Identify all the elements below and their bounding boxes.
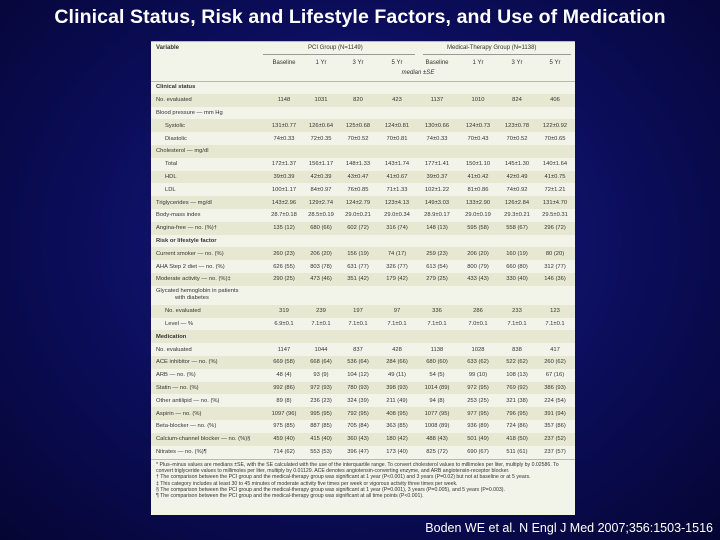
table-cell: 125±0.68 [345,122,371,129]
table-cell: 995 (95) [310,410,332,417]
table-row [151,247,575,260]
row-label: HDL [165,173,177,180]
table-cell: 669 (58) [273,359,295,366]
row-label: Level — % [165,320,194,327]
row-label: Diastolic [165,135,187,142]
table-cell: 140±1.64 [542,161,568,168]
table-cell: 360 (43) [347,436,369,443]
table-cell: 319 [279,308,289,315]
table-cell: 415 (40) [310,436,332,443]
table-cell: 1097 (96) [271,410,297,417]
table-cell: 423 [392,97,402,104]
row-label: AHA Step 2 diet — no. (%) [156,263,225,270]
table-cell: 977 (95) [467,410,489,417]
table-cell: 1077 (95) [424,410,450,417]
table-cell: 80 (20) [545,250,565,257]
table-cell: 824 [512,97,522,104]
table-row [151,273,575,286]
table-cell: 133±2.90 [465,199,491,206]
table-cell: 631 (77) [347,263,369,270]
table-cell: 129±2.74 [308,199,334,206]
table-cell: 149±3.03 [424,199,450,206]
table-row [151,356,575,369]
table-cell: 197 [353,308,363,315]
table-row [151,107,575,120]
table-cell: 179 (42) [386,276,408,283]
table-cell: 102±1.22 [424,186,450,193]
table-cell: 825 (72) [426,448,448,455]
table-cell: 72±0.35 [310,135,332,142]
table-cell: 286 [473,308,483,315]
table-cell: 1138 [430,346,444,353]
table-cell: 74 (17) [387,250,407,257]
table-cell: 803 (78) [310,263,332,270]
row-label: Glycated hemoglobin in patients [156,287,239,294]
table-cell: 94 (8) [429,397,445,404]
table-cell: 595 (58) [467,225,489,232]
table-cell: 418 (50) [506,436,528,443]
table-cell: 130±0.66 [424,122,450,129]
row-label: Systolic [165,122,185,129]
table-cell: 160 (19) [506,250,528,257]
pci-group-rule [263,54,415,55]
table-cell: 330 (40) [506,276,528,283]
table-cell: 253 (25) [467,397,489,404]
table-cell: 70±0.65 [544,135,566,142]
table-cell: 511 (61) [506,448,528,455]
table-cell: 74±0.33 [273,135,295,142]
table-row [151,343,575,356]
table-cell: 177±1.41 [424,161,450,168]
table-cell: 150±1.10 [465,161,491,168]
table-cell: 28.9±0.17 [424,212,450,219]
table-cell: 124±0.73 [465,122,491,129]
table-cell: 769 (92) [506,384,528,391]
row-label: ACE inhibitor — no. (%) [156,359,218,366]
row-label: Other antilipid — no. (%) [156,397,220,404]
footnote: † The comparison between the PCI group and the medical-therapy group was significant at 1 year (P<0.001) and 3 years (P=0.02) but not at baseline or at 5 years. [156,474,531,481]
table-cell: 81±0.86 [467,186,489,193]
table-row [151,158,575,171]
table-cell: 7.1±0.1 [427,320,447,327]
table-cell: 100±1.17 [271,186,297,193]
table-row [151,94,575,107]
table-cell: 7.1±0.1 [348,320,368,327]
table-cell: 123±0.78 [504,122,530,129]
table-cell: 391 (94) [544,410,566,417]
table-cell: 7.1±0.1 [545,320,565,327]
table-cell: 28.5±0.19 [308,212,334,219]
table-cell: 1137 [430,97,444,104]
row-label: Beta-blocker — no. (%) [156,423,217,430]
table-cell: 49 (11) [388,372,406,379]
table-cell: 54 (5) [429,372,445,379]
table-cell: 224 (54) [544,397,566,404]
table-cell: 1008 (89) [424,423,450,430]
row-label: Body-mass index [156,212,201,219]
table-row [151,132,575,145]
table-cell: 408 (95) [386,410,408,417]
table-cell: 800 (79) [467,263,489,270]
table-cell: 74±0.33 [426,135,448,142]
table-cell: 237 (57) [544,448,566,455]
med-group-header: Medical-Therapy Group (N=1138) [447,45,537,51]
table-cell: 501 (49) [467,436,489,443]
table-cell: 626 (55) [273,263,295,270]
col-header: 3 Yr [511,60,523,66]
table-cell: 39±0.39 [273,173,295,180]
col-header: 5 Yr [391,60,403,66]
table-cell: 680 (60) [426,359,448,366]
row-label: Nitrates — no. (%)¶ [156,448,207,455]
table-row [151,394,575,407]
table-cell: 146 (36) [544,276,566,283]
table-cell: 936 (89) [467,423,489,430]
row-label: Medication [156,333,187,340]
table-cell: 351 (42) [347,276,369,283]
table-row [151,209,575,222]
table-cell: 131±4.70 [542,199,568,206]
table-cell: 820 [353,97,363,104]
table-cell: 180 (42) [386,436,408,443]
row-label: Angina-free — no. (%)† [156,225,217,232]
col-header: 1 Yr [472,60,484,66]
table-cell: 279 (25) [426,276,448,283]
table-cell: 386 (93) [544,384,566,391]
row-label: Cholesterol — mg/dl [156,148,209,155]
table-row [151,119,575,132]
table-cell: 67 (16) [545,372,565,379]
table-cell: 796 (95) [506,410,528,417]
table-cell: 173 (40) [386,448,408,455]
footnote: ‡ This category includes at least 30 to 45 minutes of moderate activity five times per week or vigorous activity three times per week. [156,480,458,487]
table-cell: 108 (13) [506,372,528,379]
table-cell: 705 (84) [347,423,369,430]
table-cell: 326 (77) [386,263,408,270]
table-row [151,222,575,235]
table-row [151,286,575,305]
table-cell: 357 (86) [544,423,566,430]
col-header: Baseline [272,60,296,66]
section-row [151,81,575,94]
footnote: § The comparison between the PCI group and the medical-therapy group was significant at 1 year (P=0.001), 3 years (P=0.005), and 5 years (P=0.003). [156,486,505,493]
table-cell: 84±0.97 [310,186,332,193]
table-row [151,171,575,184]
table-row [151,318,575,331]
table-cell: 6.9±0.1 [274,320,294,327]
table-cell: 536 (64) [347,359,369,366]
table-cell: 148±1.33 [345,161,371,168]
table-footnotes [151,459,575,515]
table-cell: 76±0.85 [347,186,369,193]
table-cell: 1031 [314,97,328,104]
table-cell: 122±0.92 [542,122,568,129]
col-header: 5 Yr [549,60,561,66]
row-label: ARB — no. (%) [156,372,196,379]
table-cell: 336 [432,308,442,315]
table-cell: 148 (13) [426,225,448,232]
table-row [151,420,575,433]
table-cell: 296 (72) [544,225,566,232]
table-cell: 156±1.17 [308,161,334,168]
table-cell: 488 (43) [426,436,448,443]
table-header [151,41,575,82]
table-cell: 690 (67) [467,448,489,455]
table-cell: 70±0.43 [467,135,489,142]
row-label: Calcium-channel blocker — no. (%)§ [156,436,251,443]
table-cell: 1147 [277,346,291,353]
table-cell: 72±1.21 [544,186,566,193]
row-label: LDL [165,186,176,193]
table-row [151,382,575,395]
table-cell: 428 [392,346,402,353]
table-cell: 206 (20) [467,250,489,257]
row-label: Current smoker — no. (%) [156,250,224,257]
table-cell: 70±0.52 [506,135,528,142]
col-header: 3 Yr [352,60,364,66]
table-cell: 126±2.84 [504,199,530,206]
table-cell: 396 (47) [347,448,369,455]
table-cell: 29.0±0.19 [465,212,491,219]
row-label: Moderate activity — no. (%)‡ [156,276,231,283]
footnote: ¶ The comparison between the PCI group and the medical-therapy group was significant at all time points (P<0.001). [156,493,424,500]
table-cell: 1010 [471,97,485,104]
table-cell: 1014 (89) [424,384,450,391]
table-cell: 39±0.37 [426,173,448,180]
table-cell: 29.0±0.21 [345,212,371,219]
table-cell: 124±2.79 [345,199,371,206]
table-cell: 553 (53) [310,448,332,455]
table-cell: 1028 [471,346,485,353]
table-cell: 28.7±0.18 [271,212,297,219]
table-cell: 156 (19) [347,250,369,257]
table-cell: 680 (66) [310,225,332,232]
table-cell: 143±2.96 [271,199,297,206]
table-row [151,196,575,209]
table-cell: 613 (54) [426,263,448,270]
table-row [151,260,575,273]
table-cell: 992 (86) [273,384,295,391]
table-cell: 321 (38) [506,397,528,404]
row-label: Clinical status [156,84,196,91]
stat-note: median ±SE [401,70,435,76]
section-row [151,330,575,343]
med-group-rule [423,54,571,55]
table-cell: 74±0.92 [506,186,528,193]
table-cell: 887 (85) [310,423,332,430]
table-cell: 838 [512,346,522,353]
table-row [151,407,575,420]
table-cell: 1148 [277,97,291,104]
table-cell: 633 (62) [467,359,489,366]
table-cell: 406 [550,97,560,104]
table-cell: 71±1.33 [386,186,408,193]
row-label: Aspirin — no. (%) [156,410,202,417]
row-label: Risk or lifestyle factor [156,237,217,244]
table-cell: 1044 [314,346,328,353]
table-cell: 123 [550,308,560,315]
row-label: Triglycerides — mg/dl [156,199,212,206]
table-cell: 236 (23) [310,397,332,404]
table-cell: 284 (66) [386,359,408,366]
table-cell: 602 (72) [347,225,369,232]
table-cell: 7.0±0.1 [468,320,488,327]
table-cell: 398 (93) [386,384,408,391]
table-cell: 473 (46) [310,276,332,283]
table-cell: 837 [353,346,363,353]
row-label-continued: with diabetes [175,294,209,301]
table-row [151,183,575,196]
table-cell: 42±0.49 [506,173,528,180]
variable-header: Variable [156,45,180,51]
table-row [151,369,575,382]
table-cell: 70±0.81 [386,135,408,142]
table-cell: 29.3±0.21 [504,212,530,219]
table-cell: 714 (62) [273,448,295,455]
table-cell: 324 (39) [347,397,369,404]
table-row [151,433,575,446]
table-cell: 7.1±0.1 [311,320,331,327]
table-cell: 29.0±0.34 [384,212,410,219]
table-cell: 89 (8) [276,397,292,404]
table-cell: 43±0.47 [347,173,369,180]
table-cell: 126±0.64 [308,122,334,129]
table-cell: 7.1±0.1 [507,320,527,327]
col-header: Baseline [425,60,449,66]
table-cell: 48 (4) [276,372,292,379]
table-cell: 259 (23) [426,250,448,257]
table-cell: 417 [550,346,560,353]
table-cell: 668 (64) [310,359,332,366]
table-cell: 131±0.77 [271,122,297,129]
row-label: No. evaluated [165,308,201,315]
table-cell: 7.1±0.1 [387,320,407,327]
table-cell: 972 (93) [310,384,332,391]
footnote: * Plus–minus values are medians ±SE, with the SE calculated with the use of the interquartile range. To convert cholesterol values to millimoles per liter, multiply by 0.02586. To convert triglyceride values to millimoles per liter, multiply by 0.01129. ACE denotes angiotensin-converting enzyme, and ARB angiotensin-receptor blocker. [156,462,559,475]
row-label: Total [165,161,178,168]
table-cell: 260 (23) [273,250,295,257]
table-cell: 724 (86) [506,423,528,430]
table-row [151,446,575,459]
table-cell: 41±0.67 [386,173,408,180]
table-cell: 237 (52) [544,436,566,443]
table-cell: 792 (95) [347,410,369,417]
table-cell: 206 (20) [310,250,332,257]
table-cell: 42±0.39 [310,173,332,180]
table-cell: 522 (62) [506,359,528,366]
table-cell: 97 [393,308,401,315]
table-cell: 145±1.30 [504,161,530,168]
table-cell: 260 (62) [544,359,566,366]
table-cell: 972 (95) [467,384,489,391]
table-cell: 312 (77) [544,263,566,270]
table-row [151,145,575,158]
table-cell: 660 (80) [506,263,528,270]
table-cell: 99 (10) [468,372,488,379]
table-row [151,305,575,318]
table-cell: 123±4.13 [384,199,410,206]
results-table [151,41,575,515]
slide-title: Clinical Status, Risk and Lifestyle Factors, and Use of Medication [54,6,666,28]
section-row [151,235,575,248]
table-cell: 70±0.52 [347,135,369,142]
table-cell: 143±1.74 [384,161,410,168]
table-cell: 135 (12) [273,225,295,232]
table-cell: 211 (49) [386,397,408,404]
citation: Boden WE et al. N Engl J Med 2007;356:1503-1516 [425,521,713,535]
table-cell: 459 (40) [273,436,295,443]
pci-group-header: PCI Group (N=1149) [308,45,363,51]
table-cell: 363 (85) [386,423,408,430]
table-cell: 172±1.37 [271,161,297,168]
table-cell: 104 (12) [347,372,369,379]
row-label: Statin — no. (%) [156,384,199,391]
row-label: No. evaluated [156,97,192,104]
col-header: 1 Yr [315,60,327,66]
table-cell: 233 [512,308,522,315]
table-cell: 239 [316,308,326,315]
table-cell: 558 (67) [506,225,528,232]
table-cell: 780 (93) [347,384,369,391]
table-cell: 433 (43) [467,276,489,283]
table-cell: 29.5±0.31 [542,212,568,219]
table-cell: 290 (25) [273,276,295,283]
table-cell: 41±0.42 [467,173,489,180]
table-cell: 124±0.81 [384,122,410,129]
table-cell: 975 (85) [273,423,295,430]
table-cell: 93 (9) [313,372,329,379]
row-label: No. evaluated [156,346,192,353]
table-cell: 41±0.75 [544,173,566,180]
table-cell: 316 (74) [386,225,408,232]
row-label: Blood pressure — mm Hg [156,109,223,116]
